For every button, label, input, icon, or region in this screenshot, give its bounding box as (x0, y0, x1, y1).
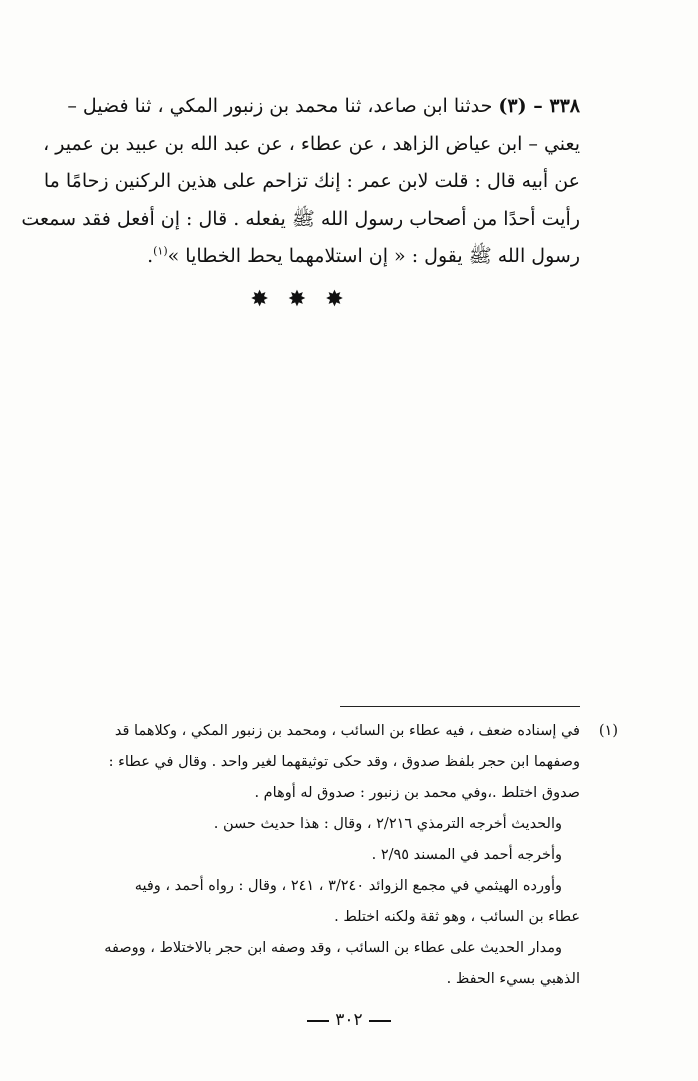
footnote-line-6: وأورده الهيثمي في مجمع الزوائد ٣/٢٤٠ ، ٢٤١ ، وقال : رواه أحمد ، وفيه (134, 878, 562, 894)
page-number-dash-left (307, 1020, 329, 1022)
footnote-line-5: وأخرجه أحمد في المسند ٢/٩٥ . (371, 847, 562, 863)
footnote-number: (١) (598, 723, 618, 739)
footnote-line-7: عطاء بن السائب ، وهو ثقة ولكنه اختلط . (334, 909, 580, 925)
hadith-line-2: يعني – ابن عياض الزاهد ، عن عطاء ، عن عبد الله بن عبيد بن عمير ، (43, 132, 580, 155)
page-number: ٣٠٢ (0, 1010, 698, 1030)
footnote-line-9: الذهبي بسيء الحفظ . (446, 971, 580, 987)
hadith-line-1: ٣٣٨ – (٣) حدثنا ابن صاعد، ثنا محمد بن زنبور المكي ، ثنا فضيل – (67, 95, 580, 117)
hadith-line-3: عن أبيه قال : قلت لابن عمر : إنك تزاحم على هذين الركنين زحامًا ما (43, 170, 580, 192)
hadith-line-4: رأيت أحدًا من أصحاب رسول الله ﷺ يفعله . قال : إن أفعل فقد سمعت (21, 207, 580, 230)
footnote-divider (340, 706, 580, 707)
footnote-line-3: صدوق اختلط .،وفي محمد بن زنبور : صدوق له أوهام . (254, 785, 580, 801)
footnote-line-4: والحديث أخرجه الترمذي ٢/٢١٦ ، وقال : هذا حديث حسن . (213, 816, 562, 832)
hadith-line-5: رسول الله ﷺ يقول : « إن استلامهما يحط الخطايا »$^{(١)}$. (147, 244, 580, 267)
footnote-marker: (١) (153, 244, 168, 258)
section-ornament: ✸ ✸ ✸ (250, 287, 350, 312)
footnote-line-1: في إسناده ضعف ، فيه عطاء بن السائب ، ومحمد بن زنبور المكي ، وكلاهما قد (114, 723, 580, 739)
page-number-dash-right (369, 1020, 391, 1022)
footnotes (104, 716, 618, 995)
hadith-text (21, 88, 580, 276)
footnote-line-8: ومدار الحديث على عطاء بن السائب ، وقد وصفه ابن حجر بالاختلاط ، ووصفه (104, 940, 562, 956)
hadith-number: ٣٣٨ – (٣) (498, 95, 580, 117)
footnote-line-2: وصفهما ابن حجر بلفظ صدوق ، وقد حكى توثيقهما لغير واحد . وقال في عطاء : (108, 754, 580, 770)
